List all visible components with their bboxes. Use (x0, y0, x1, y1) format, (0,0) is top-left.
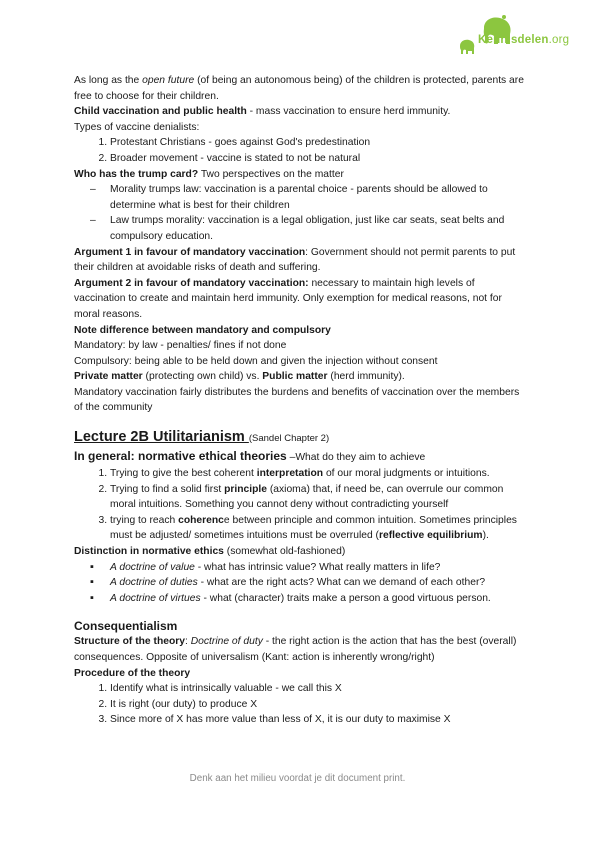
note-heading: Note difference between mandatory and compulsory (74, 324, 331, 336)
argument-2: Argument 2 in favour of mandatory vaccination: necessary to maintain high levels of vaccination to create and maintain herd immunity. Only exemption for medical reasons, not for moral reasons. (74, 277, 502, 320)
consequentialism-heading: Consequentialism (74, 619, 178, 634)
open-future-paragraph: As long as the open future (of being an autonomous being) of the children is protected, parents are free to choose for their children. (74, 75, 524, 102)
aims-list (74, 466, 526, 544)
list-item: 3. Since more of X has more value than less of X, it is our duty to maximise X (110, 712, 526, 728)
procedure-list (74, 681, 526, 728)
private-public-line: Private matter (protecting own child) vs. Public matter (herd immunity). (74, 371, 405, 383)
compulsory-line: Compulsory: being able to be held down and given the injection without consent (74, 355, 438, 367)
argument-1: Argument 1 in favour of mandatory vaccination: Government should not permit parents to put their children at avoidable risks of death and suffering. (74, 246, 516, 274)
logo-text: Kennisdelen.org (478, 34, 570, 46)
mandatory-line: Mandatory: by law - penalties/ fines if not done (74, 340, 287, 352)
document-body (74, 73, 526, 728)
list-item: 1. Protestant Christians - goes against God's predestination (110, 135, 526, 151)
list-item: 1. Identify what is intrinsically valuable - we call this X (110, 681, 526, 697)
list-item: 2. Trying to find a solid first principle (axioma) that, if need be, can overrule our common moral intuitions. Something you cannot deny without contradicting yourself (110, 482, 526, 513)
list-item: 2. Broader movement - vaccine is stated to not be natural (110, 151, 526, 167)
footer-note: Denk aan het milieu voordat je dit document print. (189, 773, 406, 784)
trump-card-line: Who has the trump card? Two perspectives on the matter (74, 168, 344, 180)
list-item: – Morality trumps law: vaccination is a parental choice - parents should be allowed to determine what is best for their children (110, 182, 526, 213)
lecture-title: Lecture 2B Utilitarianism (Sandel Chapter 2) (74, 429, 330, 446)
distinction-line: Distinction in normative ethics (somewhat old-fashioned) (74, 546, 346, 558)
list-item: 3. trying to reach coherence between principle and common intuition. Sometimes principles must be adjusted/ sometimes intuitions must be overruled (reflective equilibrium). (110, 513, 526, 544)
types-heading: Types of vaccine denialists: (74, 121, 200, 133)
list-item: ▪ A doctrine of duties - what are the right acts? What can we demand of each other? (110, 575, 526, 591)
perspectives-list (74, 182, 526, 244)
list-item: – Law trumps morality: vaccination is a legal obligation, just like car seats, seat belts and compulsory education. (110, 213, 526, 244)
procedure-heading: Procedure of the theory (74, 667, 191, 679)
general-heading: In general: normative ethical theories –What do they aim to achieve (74, 449, 426, 464)
list-item: 2. It is right (our duty) to produce X (110, 697, 526, 713)
denialist-types-list (74, 135, 526, 166)
list-item: 1. Trying to give the best coherent interpretation of our moral judgments or intuitions. (110, 466, 526, 482)
list-item: ▪ A doctrine of value - what has intrinsic value? What really matters in life? (110, 560, 526, 576)
child-vaccination-line: Child vaccination and public health - mass vaccination to ensure herd immunity. (74, 106, 451, 118)
structure-line: Structure of the theory: Doctrine of duty - the right action is the action that has the best (overall) consequences. Opposite of universalism (Kant: action is inherently wrong/right) (74, 636, 517, 663)
fair-distribution-line: Mandatory vaccination fairly distributes the burdens and benefits of vaccination over the members of the community (74, 386, 520, 414)
list-item: ▪ A doctrine of virtues - what (character) traits make a person a good virtuous person. (110, 591, 526, 607)
kennisdelen-logo (458, 14, 573, 56)
doctrines-list (74, 560, 526, 607)
